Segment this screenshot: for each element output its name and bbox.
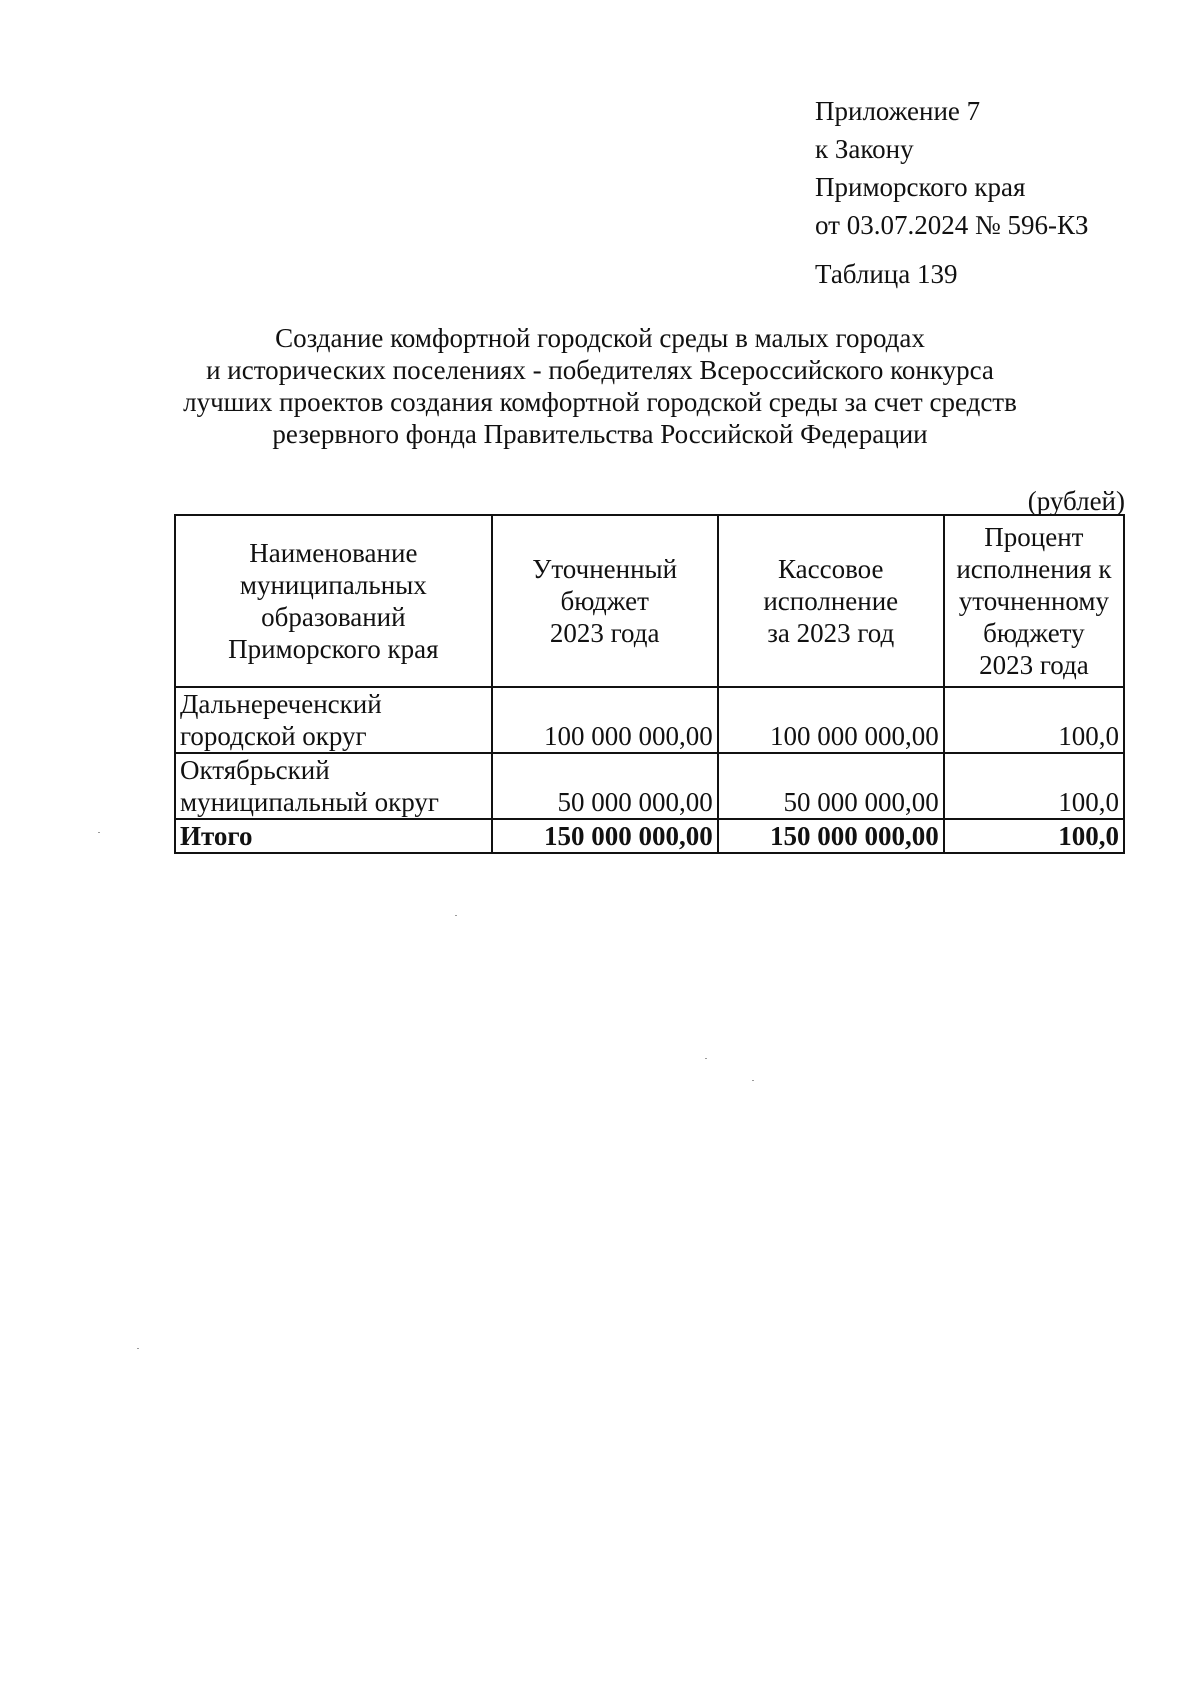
table-row [175,753,1124,819]
scan-speck [705,1058,707,1059]
header-line: Уточненный [532,554,678,584]
appendix-line: к Закону [815,134,914,164]
scan-speck [752,1080,754,1081]
title-line: и исторических поселениях - победителях Всероссийского конкурса [206,355,994,385]
header-exec [718,515,944,687]
title-line: лучших проектов создания комфортной городской среды за счет средств [183,387,1017,417]
table-total-row [175,819,1124,853]
header-line: образований [261,602,406,632]
total-pct-cell: 100,0 [944,819,1124,853]
header-line: бюджету [983,618,1085,648]
header-line: 2023 года [979,650,1089,680]
row-pct-cell: 100,0 [944,753,1124,819]
title-line: Создание комфортной городской среды в малых городах [275,323,925,353]
header-line: бюджет [560,586,649,616]
header-line: исполнения к [956,554,1112,584]
row-exec-cell: 100 000 000,00 [718,687,944,753]
scan-speck [98,832,100,833]
row-pct-cell: 100,0 [944,687,1124,753]
row-plan-cell: 100 000 000,00 [492,687,718,753]
appendix-reference [815,92,1088,244]
total-name-cell: Итого [175,819,492,853]
row-name-cell [175,687,492,753]
budget-table [174,514,1125,854]
row-plan-cell: 50 000 000,00 [492,753,718,819]
row-name-cell [175,753,492,819]
header-line: Процент [984,522,1084,552]
header-line: за 2023 год [767,618,895,648]
total-plan-cell: 150 000 000,00 [492,819,718,853]
row-name-line: муниципальный округ [180,787,439,817]
row-name-line: Дальнереченский [180,689,382,719]
document-title [120,322,1080,450]
title-line: резервного фонда Правительства Российской Федерации [272,419,928,449]
header-line: Наименование [249,538,418,568]
table-number: Таблица 139 [815,259,958,289]
header-line: 2023 года [549,618,660,648]
scan-speck [137,1348,139,1349]
table-header-row [175,515,1124,687]
header-name [175,515,492,687]
header-pct [944,515,1124,687]
row-exec-cell: 50 000 000,00 [718,753,944,819]
total-exec-cell: 150 000 000,00 [718,819,944,853]
scan-speck [455,915,457,916]
header-line: исполнение [763,586,899,616]
appendix-line: Приморского края [815,172,1026,202]
appendix-line: от 03.07.2024 № 596-КЗ [815,210,1089,240]
units-label: (рублей) [1027,486,1125,516]
appendix-line: Приложение 7 [815,96,981,126]
header-line: муниципальных [239,570,427,600]
header-line: уточненному [958,586,1109,616]
row-name-line: городской округ [180,721,367,751]
header-line: Кассовое [778,554,884,584]
table-row [175,687,1124,753]
header-line: Приморского края [228,634,439,664]
row-name-line: Октябрьский [180,755,330,785]
header-plan [492,515,718,687]
